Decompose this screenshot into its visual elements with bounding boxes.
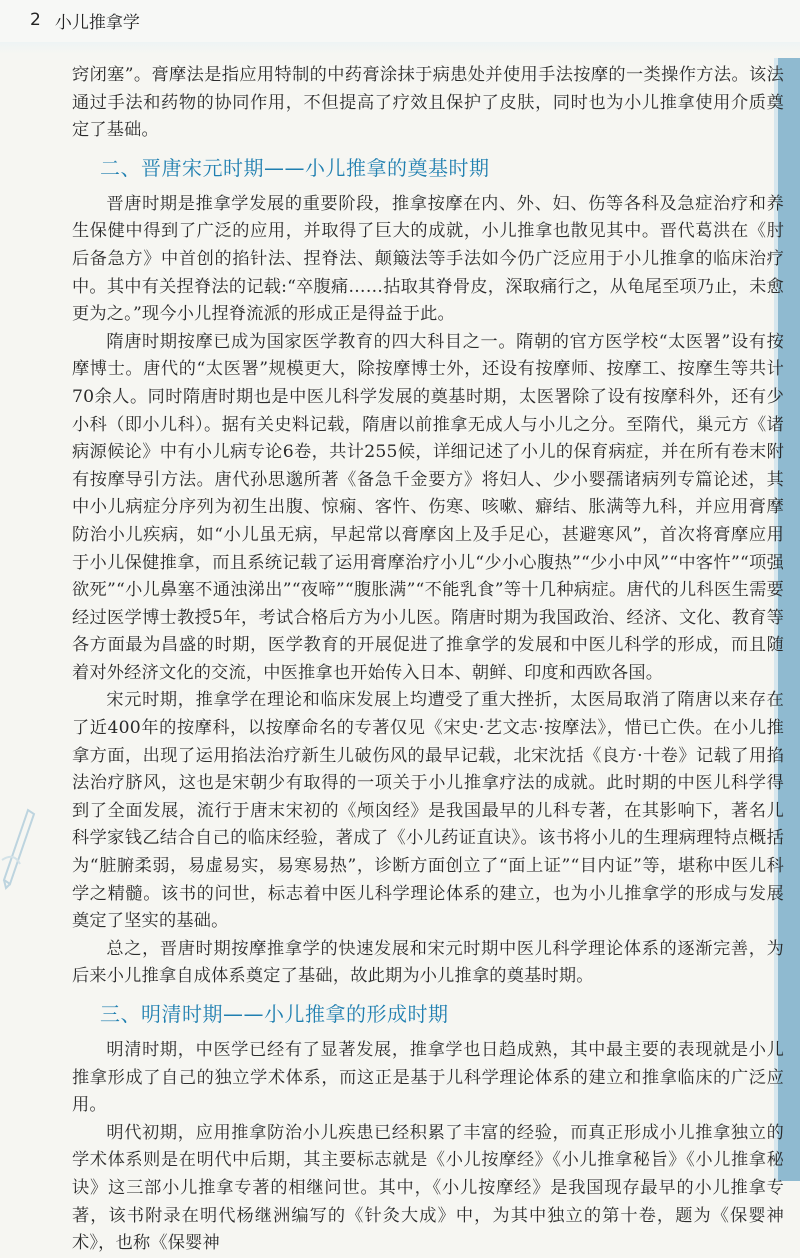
paragraph-ming-qing: 明清时期，中医学已经有了显著发展，推拿学也日趋成熟，其中最主要的表现就是小儿推拿形成了自己的独立学术体系，而这正是基于儿科学理论体系的建立和推拿临床的广泛应用。 [72,1040,784,1116]
paragraph-jin-tang: 晋唐时期是推拿学发展的重要阶段，推拿按摩在内、外、妇、伤等各科及急症治疗和养生保健中得到了广泛的应用，并取得了巨大的成就，小儿推拿也散见其中。晋代葛洪在《肘后备急方》中首创的掐针法、捏脊法、颠簸法等手法如今仍广泛应用于小儿推拿的临床治疗中。其中有关捏脊法的记载:“卒腹痛……拈取其脊骨皮，深取痛行之，从龟尾至项乃止，未愈更为之。”现今小儿捏脊流派的形成正是得益于此。 [72,193,784,325]
page-body [72,62,784,1258]
paragraph-song-yuan: 宋元时期，推拿学在理论和临床发展上均遭受了重大挫折，太医局取消了隋唐以来存在了近400年的按摩科，以按摩命名的专著仅见《宋史·艺文志·按摩法》，惜已亡佚。在小儿推拿方面，出现了运用掐法治疗新生儿破伤风的最早记载，北宋沈括《良方·十卷》记载了用掐法治疗脐风，这也是宋朝少有取得的一项关于小儿推拿疗法的成就。此时期的中医儿科学得到了全面发展，流行于唐末宋初的《颅囟经》是我国最早的儿科专著，在其影响下，著名儿科学家钱乙结合自己的临床经验，著成了《小儿药证直诀》。该书将小儿的生理病理特点概括为“脏腑柔弱，易虚易实，易寒易热”，诊断方面创立了“面上证”“目内证”等，堪称中医儿科学之精髓。该书的问世，标志着中医儿科学理论体系的建立，也为小儿推拿学的形成与发展奠定了坚实的基础。 [72,690,784,932]
section-heading-3: 三、明清时期——小儿推拿的形成时期 [100,1002,449,1026]
header-divider [0,42,800,54]
running-header [30,8,140,32]
paragraph-sui-tang: 隋唐时期按摩已成为国家医学教育的四大科目之一。隋朝的官方医学校“太医署”设有按摩博士。唐代的“太医署”规模更大，除按摩博士外，还设有按摩师、按摩工、按摩生等共计70余人。同时隋唐时期也是中医儿科学发展的奠基时期，太医署除了设有按摩科外，还有少小科（即小儿科）。据有关史料记载，隋唐以前推拿无成人与小儿之分。至隋代，巢元方《诸病源候论》中有小儿病专论6卷，共计255候，详细记述了小儿的保育病症，并在所有卷末附有按摩导引方法。唐代孙思邈所著《备急千金要方》将妇人、少小婴孺诸病列专篇论述，其中小儿病症分序列为初生出腹、惊痫、客忤、伤寒、咳嗽、癖结、胀满等九科，并应用膏摩防治小儿疾病，如“小儿虽无病，早起常以膏摩囟上及手足心，甚避寒风”，首次将膏摩应用于小儿保健推拿，而且系统记载了运用膏摩治疗小儿“少小心腹热”“少小中风”“中客忤”“项强欲死”“小儿鼻塞不通浊涕出”“夜啼”“腹胀满”“不能乳食”等十几种病症。唐代的儿科医生需要经过医学博士教授5年，考试合格后方为小儿医。隋唐时期为我国政治、经济、文化、教育等各方面最为昌盛的时期，医学教育的开展促进了推拿学的发展和中医儿科学的形成，而且随着对外经济文化的交流，中医推拿也开始传入日本、朝鲜、印度和西欧各国。 [72,331,784,683]
intro-paragraph: 窍闭塞”。膏摩法是指应用特制的中药膏涂抹于病患处并使用手法按摩的一类操作方法。该法通过手法和药物的协同作用，不但提高了疗效且保护了皮肤，同时也为小儿推拿使用介质奠定了基础。 [72,65,784,141]
page-number: 2 [30,10,41,30]
pen-decoration-icon [0,800,36,890]
paragraph-summary: 总之，晋唐时期按摩推拿学的快速发展和宋元时期中医儿科学理论体系的逐渐完善，为后来小儿推拿自成体系奠定了基础，故此期为小儿推拿的奠基时期。 [72,938,784,987]
paragraph-early-ming: 明代初期，应用推拿防治小儿疾患已经积累了丰富的经验，而真正形成小儿推拿独立的学术体系则是在明代中后期，其主要标志就是《小儿按摩经》《小儿推拿秘旨》《小儿推拿秘诀》这三部小儿推拿专著的相继问世。其中，《小儿按摩经》是我国现存最早的小儿推拿专著，该书附录在明代杨继洲编写的《针灸大成》中，为其中独立的第十卷，题为《保婴神术》，也称《保婴神 [72,1122,784,1254]
section-heading-2: 二、晋唐宋元时期——小儿推拿的奠基时期 [100,155,490,180]
book-title: 小儿推拿学 [54,12,140,33]
